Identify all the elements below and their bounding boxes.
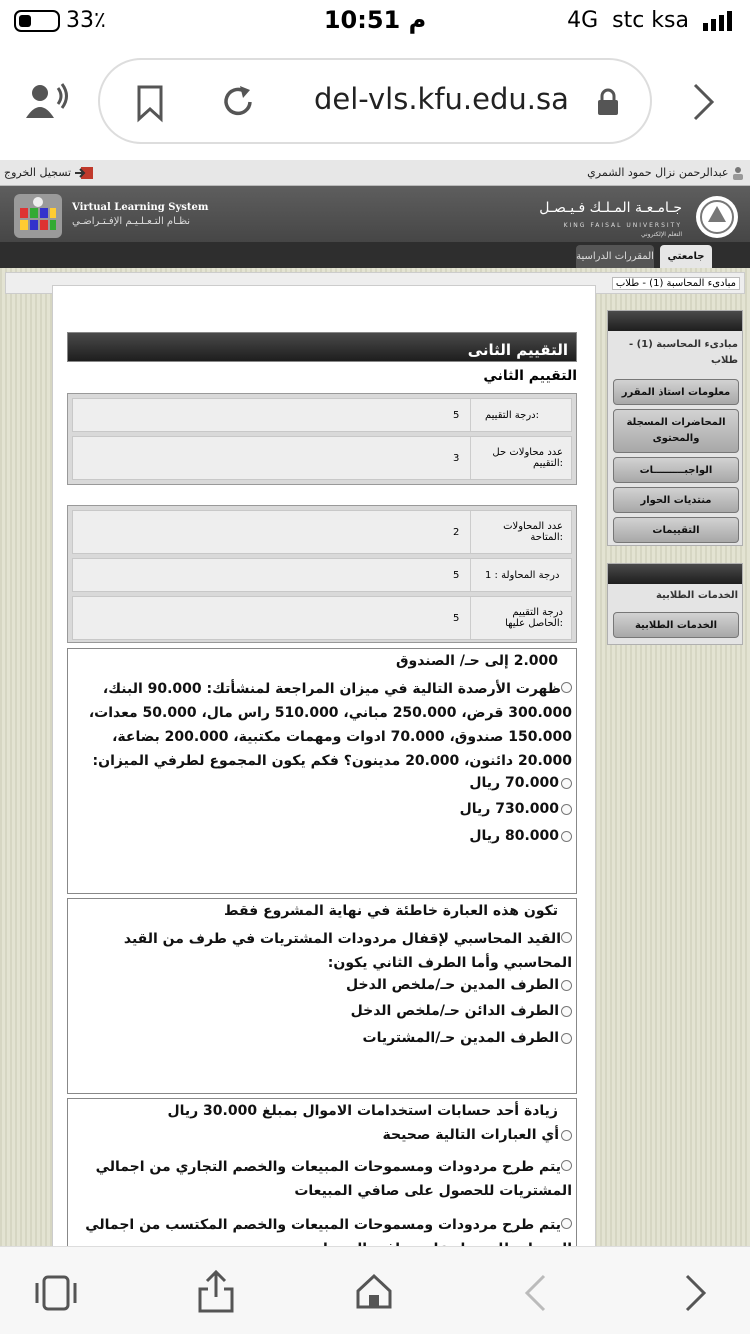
vls-logo-icon xyxy=(14,194,62,238)
home-icon[interactable] xyxy=(354,1271,394,1311)
forward-chevron-icon[interactable] xyxy=(682,1273,710,1313)
question-block xyxy=(67,898,577,1094)
answer-option[interactable] xyxy=(346,977,572,993)
system-name-ar: نظـام التـعـلـيـم الإفـتـراضـي xyxy=(72,216,191,227)
services-sidebar xyxy=(607,563,743,645)
info-row xyxy=(72,436,572,480)
info-value: 5 xyxy=(453,612,460,624)
option-label[interactable]: 730.000 ريال xyxy=(459,801,559,817)
lock-icon xyxy=(596,88,620,116)
network-type: 4G xyxy=(567,8,599,33)
user-icon xyxy=(732,166,744,180)
logout-icon[interactable] xyxy=(75,166,95,180)
url-text[interactable]: del-vls.kfu.edu.sa xyxy=(314,82,569,116)
forward-chevron-icon[interactable] xyxy=(690,82,718,122)
sidebar-item-student-services[interactable]: الخدمات الطلابية xyxy=(613,612,739,638)
attempts-info-table xyxy=(67,505,577,643)
course-sidebar xyxy=(607,310,743,546)
radio-button[interactable] xyxy=(561,1160,572,1171)
info-label: درجة المحاولة : 1 xyxy=(485,569,560,581)
radio-button[interactable] xyxy=(561,932,572,943)
reader-voice-icon[interactable] xyxy=(24,82,72,122)
tab-courses[interactable]: المقررات الدراسية xyxy=(576,245,654,268)
vls-page xyxy=(0,160,750,1246)
option-label[interactable]: يتم طرح مردودات ومسموحات المبيعات والخصم التجاري من اجمالي المشتريات للحصول على صافي المبيعات xyxy=(95,1159,572,1199)
info-row xyxy=(72,398,572,432)
sidebar-course-title: مبادىء المحاسبة (1) - طلاب xyxy=(629,339,738,366)
question-text: ظهرت الأرصدة التالية في ميزان المراجعة لمنشأتك: 90.000 البنك، 300.000 قرض، 250.000 مباني، 510.000 راس مال، 50.000 معدات، 150.000 صندوق، 70.000 ادوات ومهمات مكتبية، 200.000 بضاعة، 20.000 دائنون، 20.000 مدينون؟ فكم يكون المجموع لطرفي الميزان: xyxy=(88,681,572,769)
option-label[interactable]: الطرف المدين حـ/ملخص الدخل xyxy=(346,977,559,993)
browser-toolbar xyxy=(0,44,750,160)
info-label: عدد المحاولات المتاحة: xyxy=(503,521,563,543)
status-bar xyxy=(0,0,750,44)
sidebar-item-instructor[interactable]: معلومات استاذ المقرر xyxy=(613,379,739,405)
option-label[interactable]: الطرف المدين حـ/المشتريات xyxy=(362,1030,559,1046)
radio-button[interactable] xyxy=(561,1006,572,1017)
page-title: التقييم الثانى xyxy=(67,332,577,362)
answer-option[interactable] xyxy=(469,775,572,791)
info-row xyxy=(72,596,572,640)
sidebar-item-assignments[interactable]: الواجبـــــــــات xyxy=(613,457,739,483)
radio-button[interactable] xyxy=(561,682,572,693)
university-name-ar: جـامـعـة المـلـك فـيـصـل xyxy=(539,200,682,216)
option-label[interactable]: يتم طرح مردودات ومسموحات المبيعات والخصم المكتسب من اجمالي xyxy=(85,1217,561,1233)
info-value: 2 xyxy=(453,526,460,538)
answer-option[interactable] xyxy=(460,801,572,817)
address-bar[interactable] xyxy=(98,58,652,144)
question-header: 2.000 إلى حـ/ الصندوق xyxy=(396,653,558,669)
university-name-en: KING FAISAL UNIVERSITY xyxy=(563,222,682,229)
question-header: تكون هذه العبارة خاطئة في نهاية المشروع فقط xyxy=(223,903,558,919)
services-title: الخدمات الطلابية xyxy=(655,590,738,601)
sidebar-item-assessments[interactable]: التقييمات xyxy=(613,517,739,543)
breadcrumb-item[interactable]: مبادىء المحاسبة (1) - طلاب xyxy=(612,277,740,290)
system-name-en: Virtual Learning System xyxy=(72,202,209,213)
answer-option[interactable] xyxy=(351,1003,572,1019)
page-subtitle: التقييم الثاني xyxy=(483,368,577,384)
answer-option[interactable] xyxy=(72,1155,572,1203)
answer-option[interactable] xyxy=(469,828,572,844)
info-label: عدد محاولات حل التقييم: xyxy=(492,447,563,469)
logout-label[interactable]: تسجيل الخروج xyxy=(4,166,72,179)
info-value: 5 xyxy=(453,569,460,581)
radio-button[interactable] xyxy=(561,804,572,815)
option-label[interactable]: 80.000 ريال xyxy=(469,828,559,844)
question-text: أي العبارات التالية صحيحة xyxy=(382,1127,572,1143)
sidebar-header xyxy=(608,311,742,331)
radio-button[interactable] xyxy=(561,831,572,842)
question-block xyxy=(67,648,577,894)
radio-button[interactable] xyxy=(561,1218,572,1229)
bookmark-icon[interactable] xyxy=(136,84,164,122)
header-tabs xyxy=(0,242,750,268)
radio-button[interactable] xyxy=(561,980,572,991)
tabs-icon[interactable] xyxy=(34,1273,78,1313)
back-chevron-icon[interactable] xyxy=(522,1273,550,1313)
signal-icon xyxy=(703,11,732,31)
battery-percent: 33٪ xyxy=(66,8,106,33)
info-label: درجة التقييم الحاصل عليها: xyxy=(505,607,563,629)
share-icon[interactable] xyxy=(196,1269,236,1315)
university-seal-icon xyxy=(694,194,740,240)
option-label[interactable]: 70.000 ريال xyxy=(469,775,559,791)
top-strip xyxy=(0,160,750,186)
assessment-info-table xyxy=(67,393,577,485)
info-row xyxy=(72,510,572,554)
question-block xyxy=(67,1098,577,1258)
logout-link[interactable] xyxy=(4,166,95,180)
user-info xyxy=(587,166,744,180)
radio-button[interactable] xyxy=(561,778,572,789)
user-name: عبدالرحمن نزال حمود الشمري xyxy=(587,166,729,179)
tab-my-university[interactable]: جامعتي xyxy=(660,245,712,268)
question-header: زيادة أحد حسابات استخدامات الاموال بمبلغ 30.000 ريال xyxy=(167,1103,558,1119)
clock: 10:51 م xyxy=(323,6,427,34)
option-label[interactable]: الطرف الدائن حـ/ملخص الدخل xyxy=(350,1003,559,1019)
sidebar-item-lectures[interactable]: المحاضرات المسجلة والمحتوى xyxy=(613,409,739,453)
info-value: 5 xyxy=(453,409,460,421)
sidebar-item-forums[interactable]: منتديات الحوار xyxy=(613,487,739,513)
university-sub: التعلم الإلكتروني xyxy=(640,231,682,238)
sidebar-header xyxy=(608,564,742,584)
browser-bottom-bar xyxy=(0,1246,750,1334)
info-label: درجة التقييم: xyxy=(485,409,539,421)
reload-icon[interactable] xyxy=(220,84,256,120)
answer-option[interactable] xyxy=(363,1030,572,1046)
info-row xyxy=(72,558,572,592)
radio-button[interactable] xyxy=(561,1033,572,1044)
radio-button[interactable] xyxy=(561,1130,572,1141)
question-text: القيد المحاسبي لإقفال مردودات المشتريات في طرف من القيد المحاسبي وأما الطرف الثاني يكون: xyxy=(123,931,572,971)
info-value: 3 xyxy=(453,452,460,464)
carrier-name: stc ksa xyxy=(612,8,689,33)
main-content xyxy=(52,285,596,1250)
